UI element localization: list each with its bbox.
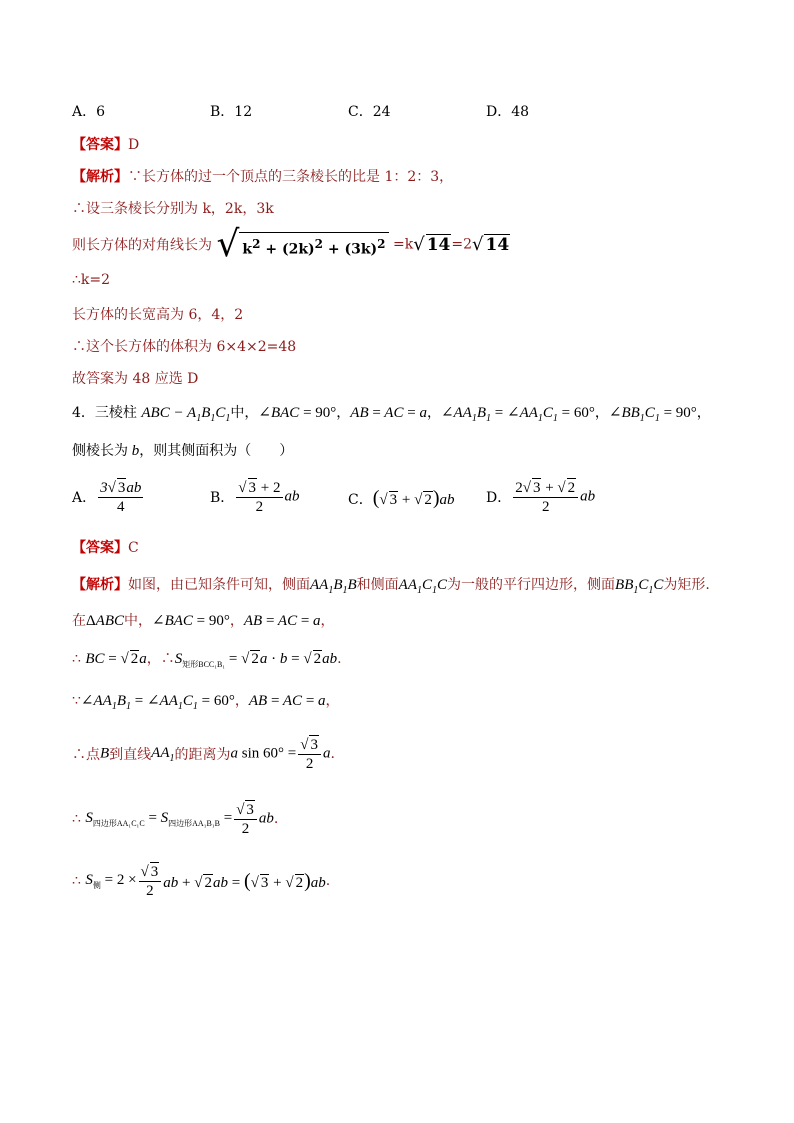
option-label: B． xyxy=(210,490,235,506)
analysis-text: ∴点 xyxy=(72,747,100,763)
analysis-text: 在 xyxy=(72,613,86,629)
option-d: D．48 xyxy=(486,104,530,120)
option-c: C．24 xyxy=(348,104,391,120)
analysis-text: 到直线 xyxy=(109,747,152,763)
q4-option-d: D． $\frac{2√ 3 + √ 2}{2}$ ab xyxy=(486,480,596,515)
q4-analysis-line-3: ∴ BC = √ 2a，$\therefore S_{矩形BCC_1B_1}$ = √ 2a · b = √ 2ab. xyxy=(72,651,342,669)
answer-value: D xyxy=(128,137,140,153)
subscript-quad1: 四边形AA₁C₁C xyxy=(92,818,145,828)
q4-analysis-line-1: 【解析】如图，由已知条件可知，侧面$AA_1B_1B$和侧面$AA_1C_1C$为一般的平行四边形，侧面$BB_1C_1C$为矩形. xyxy=(72,577,710,596)
therefore-symbol: ∴ xyxy=(160,651,175,667)
analysis-tag: 【解析】 xyxy=(72,169,128,185)
stem-text: 三棱柱 xyxy=(94,405,137,421)
q4-analysis-line-5: ∴点B到直线$AA_1$的距离为a sin 60° = $\frac{√ 3}{2}$ a. xyxy=(72,737,335,772)
therefore-symbol: ∴ xyxy=(72,651,81,667)
option-a: A．6 xyxy=(72,104,106,120)
diag-intro: 则长方体的对角线长为 xyxy=(72,237,212,254)
analysis-text: 的距离为 xyxy=(174,747,231,763)
diag-eq-k: =k xyxy=(392,236,414,253)
q3-analysis-line-1 xyxy=(72,166,453,186)
stem-line2-tail: ，则其侧面积为（ ） xyxy=(139,443,294,459)
analysis-text: ∵长方体的过一个顶点的三条棱长的比是 1：2：3， xyxy=(128,169,454,185)
stem-text-b: 中， xyxy=(230,405,259,421)
analysis-text: 为矩形. xyxy=(663,577,710,593)
q3-answer xyxy=(72,134,139,154)
q4-analysis-line-2: 在ΔABC中，∠BAC = 90°，AB = AC = a， xyxy=(72,613,335,629)
answer-tag: 【答案】 xyxy=(72,137,128,153)
analysis-text: 如图，由已知条件可知，侧面 xyxy=(128,577,310,593)
q3-analysis-line-4: ∴k=2 xyxy=(72,272,111,288)
answer-value: C xyxy=(128,540,139,556)
q3-analysis-line-6: ∴这个长方体的体积为 6×4×2=48 xyxy=(72,339,297,355)
subscript-quad2: 四边形AA₁B₁B xyxy=(168,818,220,828)
q4-answer xyxy=(72,537,139,557)
q4-stem-line-2: 侧棱长为 b，则其侧面积为（ ） xyxy=(72,443,294,459)
q3-analysis-line-7: 故答案为 48 应选 D xyxy=(72,371,199,387)
option-label: A． xyxy=(72,490,97,506)
q4-option-b: B． $\frac{√ 3 + 2}{2}$ ab xyxy=(210,480,300,515)
diag-sqrt14-b: 14 xyxy=(485,235,510,255)
subscript-rect: 矩形BCC₁B₁ xyxy=(182,660,226,669)
q3-analysis-line-3: 则长方体的对角线长为 √ $k^2 + (2k)^2 + (3k)^2 =k√$ 14=2√ 14 xyxy=(72,224,510,265)
analysis-tag: 【解析】 xyxy=(72,577,128,593)
option-b: B．12 xyxy=(210,104,253,120)
answer-tag: 【答案】 xyxy=(72,540,128,556)
q4-analysis-line-6: ∴ $S_{四边形AA_1C_1C} = S_{四边形AA_1B_1B}$ = $\frac{√ 3}{2}$ ab. xyxy=(72,802,279,837)
diagonal-formula: √ $k^2 + (2k)^2 + (3k)^2$ xyxy=(216,224,388,265)
q4-option-a: A． $\frac{3√ 3ab}{4}$ xyxy=(72,480,142,515)
q3-analysis-line-2: ∴设三条棱长分别为 k，2k，3k xyxy=(72,201,274,217)
q4-option-c: C．(√ 3 + √ 2)ab xyxy=(348,487,455,509)
q4-analysis-line-4: $\because\angle AA_1B_1$ = $\angle AA_1C_1 = 60^\circ$，AB = AC = a， xyxy=(72,693,340,712)
question-number: 4． xyxy=(72,405,95,421)
therefore-symbol: ∴ xyxy=(72,811,81,827)
option-label: C． xyxy=(348,492,373,508)
option-label: D． xyxy=(486,490,512,506)
diag-eq-2: =2 xyxy=(451,236,472,253)
therefore-symbol: ∴ xyxy=(72,873,81,889)
because-symbol: ∵ xyxy=(72,693,81,709)
q3-analysis-line-5: 长方体的长宽高为 6，4，2 xyxy=(72,307,244,323)
q4-stem-line-1: 4．三棱柱 ABC − $A_1B_1C_1$中，∠BAC = 90°，AB = AC = a，$\angle AA_1B_1$ = $\angle AA_1C_1 = 60^\circ$，$\angle BB_1C_1 = 90^\circ$， xyxy=(72,405,711,424)
analysis-text: 中， xyxy=(124,613,152,629)
analysis-text: 和侧面 xyxy=(356,577,399,593)
subscript-side: 侧 xyxy=(92,880,101,890)
q4-analysis-line-7: ∴ $S_侧 = 2$ × $\frac{√ 3}{2}$ ab + √ 2ab = (√ 3 + √ 2)ab. xyxy=(72,864,331,899)
stem-line2-text: 侧棱长为 xyxy=(72,443,128,459)
diag-sqrt14-a: 14 xyxy=(426,235,451,255)
stem-math: ABC − $A_1B_1C_1$ xyxy=(141,405,231,424)
analysis-text: 为一般的平行四边形，侧面 xyxy=(447,577,616,593)
